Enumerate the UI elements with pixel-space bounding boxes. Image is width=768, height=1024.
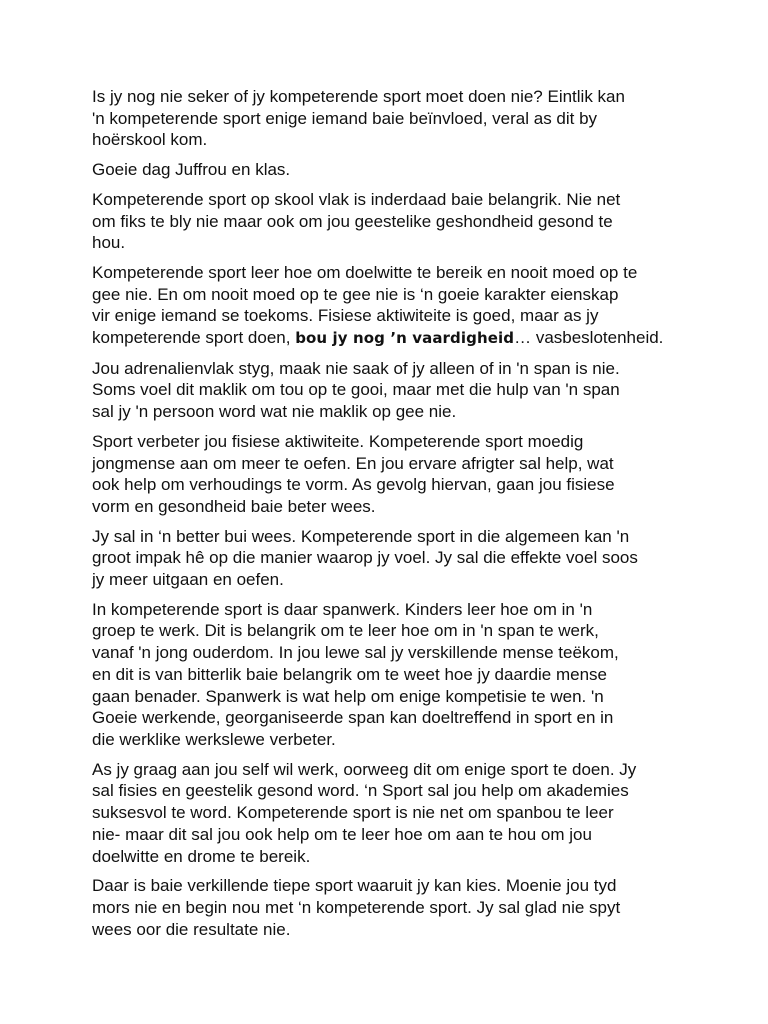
paragraph-mood: Jy sal in ‘n better bui wees. Kompeterende sport in die algemeen kan 'n groot impak hê op die manier waarop jy voel. Jy sal die effekte voel soos jy meer uitgaan en oefen. (92, 526, 638, 590)
paragraph-conclusion: Daar is baie verkillende tiepe sport waaruit jy kan kies. Moenie jou tyd mors nie en begin nou met ‘n kompeterende sport. Jy sal glad nie spyt wees oor die resultate nie. (92, 876, 621, 939)
paragraph-school-sport: Kompeterende sport op skool vlak is inderdaad baie belangrik. Nie net om fiks te bly nie maar ook om jou geestelike geshondheid gesond te hou. (92, 189, 621, 253)
paragraph-goals-text: Kompeterende sport leer hoe om doelwitte te bereik en nooit moed op te gee nie. En om nooit moed op te gee nie is ‘n goeie karakter eienskap vir enige iemand se toekoms. Fisiese aktiwiteite is goed, maar as jy kompeterende sport doen, (92, 262, 638, 348)
paragraph-goals-ending: … vasbeslotenheid. (514, 328, 664, 348)
document-page (92, 86, 692, 948)
greeting-paragraph: Goeie dag Juffrou en klas. (92, 160, 291, 180)
paragraph-goals (92, 262, 692, 350)
paragraph-goals-bold-text: bou jy nog ’n vaardigheid (295, 329, 515, 348)
paragraph-adrenaline: Jou adrenalienvlak styg, maak nie saak of jy alleen of in 'n span is nie. Soms voel dit maklik om tou op te gooi, maar met die hulp van 'n span sal jy 'n persoon word wat nie maklik op gee nie. (92, 358, 620, 422)
intro-paragraph: Is jy nog nie seker of jy kompeterende sport moet doen nie? Eintlik kan 'n kompeterende sport enige iemand baie beïnvloed, veral as dit by hoërskool kom. (92, 87, 625, 150)
paragraph-physical-activity: Sport verbeter jou fisiese aktiwiteite. Kompeterende sport moedig jongmense aan om meer te oefen. En jou ervare afrigter sal help, wat ook help om verhoudings te vorm. As gevolg hiervan, gaan jou fisiese vorm en gesondheid baie beter wees. (92, 431, 615, 516)
paragraph-teamwork: In kompeterende sport is daar spanwerk. Kinders leer hoe om in 'n groep te werk. Dit is belangrik om te leer hoe om in 'n span te werk, vanaf 'n jong ouderdom. In jou lewe sal jy verskillende mense teëkom, en dit is van bitterlik baie belangrik om te weet hoe jy daardie mense gaan benader. Spanwerk is wat help om enige kompetisie te wen. 'n Goeie werkende, georganiseerde span kan doeltreffend in sport en in die werklike werkslewe verbeter. (92, 599, 619, 749)
paragraph-self-improvement: As jy graag aan jou self wil werk, oorweeg dit om enige sport te doen. Jy sal fisies en geestelik gesond word. ‘n Sport sal jou help om akademies suksesvol te word. Kompeterende sport is nie net om spanbou te leer nie- maar dit sal jou ook help om te leer hoe om aan te hou om jou doelwitte en drome te bereik. (92, 759, 637, 866)
